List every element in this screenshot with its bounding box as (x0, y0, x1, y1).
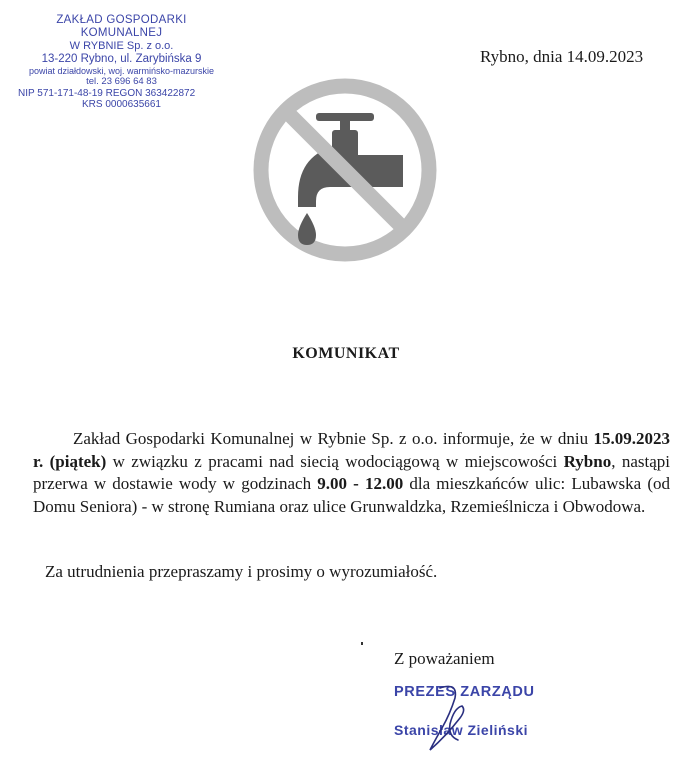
handwritten-signature (400, 680, 490, 760)
no-water-tap-icon (250, 75, 440, 265)
ink-dot (361, 642, 363, 645)
announcement-paragraph (33, 428, 670, 518)
document-date: Rybno, dnia 14.09.2023 (480, 47, 644, 66)
outage-location: Rybno (563, 451, 612, 471)
outage-hours: 9.00 - 12.00 (317, 474, 404, 493)
closing-greeting: Z poważaniem (394, 649, 495, 668)
signatory-role-stamp: PREZES ZARZĄDU (394, 684, 535, 700)
document-title: KOMUNIKAT (292, 345, 400, 362)
stamp-line: tel. 23 696 64 83 (86, 75, 157, 87)
text-segment: dla mieszkańców ulic: Lubawska (od Domu Seniora) - w stronę Rumiana oraz ulice Grunwaldzka, Rzemieślnicza i Obwodowa. (33, 474, 670, 516)
stamp-line: 13-220 Rybno, ul. Zarybińska 9 (41, 53, 202, 66)
text-segment: Zakład Gospodarki Komunalnej w Rybnie Sp. z o.o. informuje, że w dniu (73, 429, 594, 448)
stamp-line: NIP 571-171-48-19 REGON 363422872 (18, 87, 196, 99)
stamp-line: W RYBNIE Sp. z o.o. (69, 40, 174, 53)
stamp-line: ZAKŁAD GOSPODARKI KOMUNALNEJ (56, 14, 187, 40)
stamp-line: KRS 0000635661 (82, 99, 161, 111)
stamp-line: powiat działdowski, woj. warmińsko-mazurskie (28, 66, 215, 77)
text-segment: w związku z pracami nad siecią wodociągową w miejscowości (106, 451, 564, 471)
outage-date: 15.09.2023 r. (piątek) (33, 429, 670, 471)
company-stamp (14, 14, 229, 111)
signatory-name-stamp: Stanisław Zieliński (394, 722, 528, 738)
text-segment: , nastąpi przerwa w dostawie wody w godzinach (33, 451, 670, 493)
apology-text: Za utrudnienia przepraszamy i prosimy o wyrozumiałość. (45, 562, 438, 581)
